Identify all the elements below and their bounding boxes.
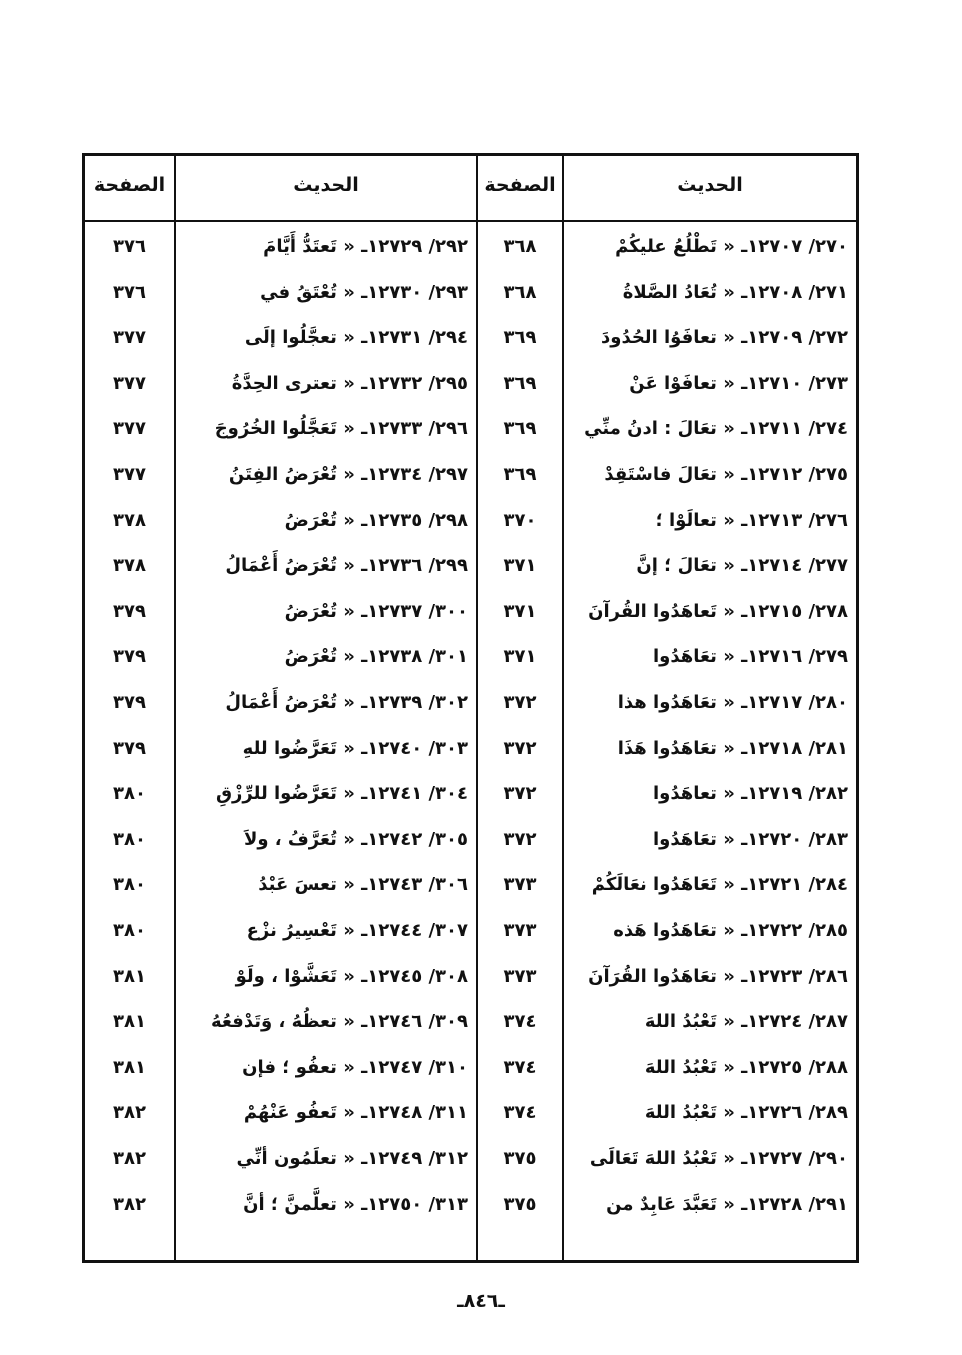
hadith-entry: ٢٧٨/ ١٢٧١٥ـ « تَعاهَدُوا القُرآنَ [588,601,848,622]
page-number-cell: ٣٧١ [503,555,537,576]
hadith-entry: ٢٧٠/ ١٢٧٠٧ـ « تَطْلُعُ عليكُمْ [615,236,848,257]
hadith-entry: ٢٧٥/ ١٢٧١٢ـ « تعَالَ فاسْتَقِدْ [604,464,848,485]
hadith-entry: ٢٨٢/ ١٢٧١٩ـ « تعاهَدُوا [653,783,848,804]
hadith-entry: ٣١٢/ ١٢٧٤٩ـ « تعلَمُون أنِّي [236,1148,468,1169]
hadith-entry: ٢٨٠/ ١٢٧١٧ـ « تعَاهَدُوا هذا [617,692,848,713]
hadith-entry: ٢٩٠/ ١٢٧٢٧ـ « تَعْبُدُ اللهَ تَعَالَى [589,1148,848,1169]
hadith-entry: ٢٩٢/ ١٢٧٢٩ـ « تَعتَدُّ أَيَّامَ [263,236,468,257]
page-number-cell: ٣٧٢ [503,783,537,804]
hadith-index-table [82,153,859,1263]
page-number-cell: ٣٧٣ [503,920,537,941]
page-number-cell: ٣٧٢ [503,692,537,713]
page-number-cell: ٣٦٩ [503,464,537,485]
hadith-entry: ٢٩٨/ ١٢٧٣٥ـ « تُعْرَضُ [284,510,468,531]
page-number-cell: ٣٦٩ [503,327,537,348]
page-number-cell: ٣٧٩ [113,601,146,622]
page-number-cell: ٣٧٨ [113,555,146,576]
hadith-entry: ٢٧٧/ ١٢٧١٤ـ « تعَالَ ؛ إنَّ [636,555,848,576]
page-number-cell: ٣٧٦ [113,236,146,257]
hadith-entry: ٢٩٧/ ١٢٧٣٤ـ « تُعْرَضُ الفِتَنُ [228,464,468,485]
hadith-entry: ٢٧٢/ ١٢٧٠٩ـ « تعافَوُا الحُدُودَ [601,327,848,348]
page-number-cell: ٣٦٨ [503,236,537,257]
page-number-cell: ٣٧٧ [113,373,146,394]
hadith-entry: ٣١٣/ ١٢٧٥٠ـ « تعلَّمنَّ ؛ أنَّ [243,1194,468,1215]
page-number-cell: ٣٧٢ [503,829,537,850]
header-left-hadith: الحديث [293,174,359,196]
page-number-cell: ٣٨٠ [113,920,146,941]
page-number-cell: ٣٧٣ [503,874,537,895]
page-number-cell: ٣٨١ [113,1057,146,1078]
page-number-cell: ٣٨٠ [113,874,146,895]
hadith-entry: ٢٩١/ ١٢٧٢٨ـ « تَعَبَّدَ عَابِدٌ من [606,1194,848,1215]
hadith-entry: ٢٨٣/ ١٢٧٢٠ـ « تعَاهَدُوا [653,829,848,850]
column-divider [174,156,176,1260]
page-number-cell: ٣٧٩ [113,738,146,759]
page-number-cell: ٣٧٧ [113,327,146,348]
hadith-entry: ٢٨٤/ ١٢٧٢١ـ « تَعَاهَدُوا نعَالَكُمْ [591,874,848,895]
hadith-entry: ٢٧١/ ١٢٧٠٨ـ « تُعَادُ الصَّلاةُ [622,282,848,303]
hadith-entry: ٣٠٣/ ١٢٧٤٠ـ « تَعَرَّضُوا للهِ [242,738,468,759]
hadith-entry: ٢٨٩/ ١٢٧٢٦ـ « تَعْبُدُ اللهَ [644,1102,848,1123]
hadith-entry: ٢٩٩/ ١٢٧٣٦ـ « تُعْرَضُ أَعْمَالُ [225,555,468,576]
hadith-entry: ٢٨٦/ ١٢٧٢٣ـ « تعَاهَدُوا القُرَآنَ [588,966,848,987]
page-number-cell: ٣٨١ [113,966,146,987]
page-number-cell: ٣٧٠ [503,510,537,531]
hadith-entry: ٣٠٥/ ١٢٧٤٢ـ « تُعَرَّفُ ، ولاَ [243,829,468,850]
page-number-cell: ٣٧٣ [503,966,537,987]
page-number-cell: ٣٧٢ [503,738,537,759]
hadith-entry: ٢٨٥/ ١٢٧٢٢ـ « تعَاهَدُوا هَذه [613,920,848,941]
hadith-entry: ٣٠٢/ ١٢٧٣٩ـ « تُعْرَضُ أَعْمَالُ [225,692,468,713]
hadith-entry: ٢٩٦/ ١٢٧٣٣ـ « تَعَجَّلُوا الخُرُوجَ [214,418,468,439]
hadith-entry: ٢٨٨/ ١٢٧٢٥ـ « تَعْبُدُ اللهَ [644,1057,848,1078]
page-number-cell: ٣٦٨ [503,282,537,303]
page-number-cell: ٣٦٩ [503,373,537,394]
hadith-entry: ٣١١/ ١٢٧٤٨ـ « تَعفُو عَنْهُمْ [243,1102,468,1123]
header-left-page: الصفحة [93,174,166,196]
column-divider [562,156,564,1260]
page-number-cell: ٣٧٤ [503,1057,537,1078]
hadith-entry: ٢٧٩/ ١٢٧١٦ـ « تعَاهَدُوا [653,646,848,667]
hadith-entry: ٣٠٨/ ١٢٧٤٥ـ « تَعَشَّوْا ، ولَوْ [235,966,468,987]
page-number-cell: ٣٨٢ [113,1194,146,1215]
header-right-page: الصفحة [484,174,556,196]
page-number-cell: ٣٨٠ [113,829,146,850]
hadith-entry: ٣٠٩/ ١٢٧٤٦ـ « تعظُهُ ، وَتَدْفعُهُ [210,1011,468,1032]
hadith-entry: ٢٨١/ ١٢٧١٨ـ « تعَاهَدُوا هَذَا [617,738,848,759]
hadith-entry: ٢٩٣/ ١٢٧٣٠ـ « تُعْتَقُ في [260,282,468,303]
page-number-cell: ٣٧٦ [113,282,146,303]
page-number-cell: ٣٧٧ [113,418,146,439]
page-number-cell: ٣٧٥ [503,1194,537,1215]
hadith-entry: ٢٧٦/ ١٢٧١٣ـ « تعالَوْا ؛ [655,510,848,531]
hadith-entry: ٣١٠/ ١٢٧٤٧ـ « تعفُو ؛ فإن [242,1057,468,1078]
hadith-entry: ٣٠١/ ١٢٧٣٨ـ « تُعْرَضُ [284,646,468,667]
hadith-entry: ٢٩٤/ ١٢٧٣١ـ « تعجَّلُوا إلَى [244,327,468,348]
page-number-cell: ٣٧٧ [113,464,146,485]
page-number-cell: ٣٧٥ [503,1148,537,1169]
page-number-cell: ٣٨٠ [113,783,146,804]
hadith-entry: ٣٠٧/ ١٢٧٤٤ـ « تَعْسِيرُ نزْع [246,920,468,941]
header-right-hadith: الحديث [677,174,743,196]
header-divider [85,220,856,222]
page-number-cell: ٣٦٩ [503,418,537,439]
hadith-entry: ٢٧٤/ ١٢٧١١ـ « تعَالَ : ادنُ منِّي [584,418,848,439]
page-number-cell: ٣٧٩ [113,692,146,713]
page-number-cell: ٣٧٩ [113,646,146,667]
page-number-cell: ٣٧١ [503,601,537,622]
hadith-entry: ٣٠٦/ ١٢٧٤٣ـ « تعسَ عَبْدُ [258,874,468,895]
page-number-cell: ٣٧٨ [113,510,146,531]
hadith-entry: ٣٠٠/ ١٢٧٣٧ـ « تُعْرَضُ [284,601,468,622]
page-number-cell: ٣٧٤ [503,1102,537,1123]
hadith-entry: ٢٨٧/ ١٢٧٢٤ـ « تَعْبُدُ اللهَ [644,1011,848,1032]
hadith-entry: ٢٧٣/ ١٢٧١٠ـ « تعافَوْا عَنْ [629,373,848,394]
page-number-cell: ٣٧٤ [503,1011,537,1032]
hadith-entry: ٣٠٤/ ١٢٧٤١ـ « تَعَرَّضُوا للرِّزْقِ [215,783,468,804]
page-number-cell: ٣٧١ [503,646,537,667]
page-number-cell: ٣٨٢ [113,1148,146,1169]
page-number: ـ٨٤٦ـ [457,1290,505,1312]
page-number-cell: ٣٨٢ [113,1102,146,1123]
hadith-entry: ٢٩٥/ ١٢٧٣٢ـ « تعترى الحِدَّةُ [231,373,468,394]
page-number-cell: ٣٨١ [113,1011,146,1032]
